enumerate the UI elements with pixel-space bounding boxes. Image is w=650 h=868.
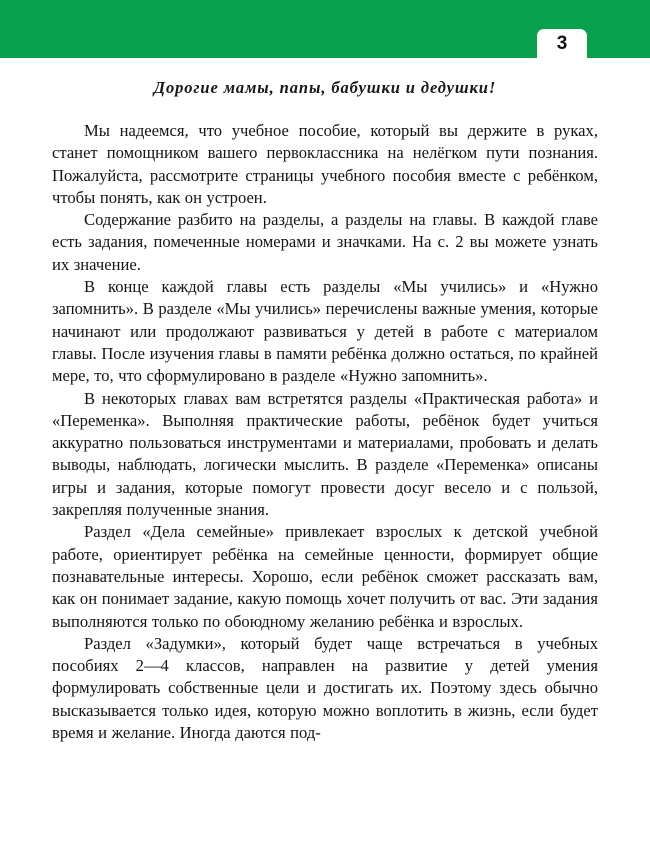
paragraph: В некоторых главах вам встретятся разделы «Практическая работа» и «Переменка». Выполняя практические работы, ребёнок будет учиться аккуратно пользоваться инструментами и материалами, пробовать и делать выводы, наблюдать, логически мыслить. В разделе «Переменка» описаны игры и задания, которые помогут провести досуг весело и с пользой, закрепляя полученные знания.	[52, 388, 598, 520]
paragraph: Раздел «Дела семейные» привлекает взрослых к детской учебной работе, ориентирует ребёнка на семейные ценности, формирует общие познавательные интересы. Хорошо, если ребёнок сможет рассказать вам, как он понимает задание, какую помощь хочет получить от вас. Эти задания выполняются только по обоюдному желанию ребёнка и взрослых.	[52, 522, 598, 631]
paragraph: В конце каждой главы есть разделы «Мы учились» и «Нужно запомнить». В разделе «Мы учились» перечислены важные умения, которые начинают или продолжают развиваться у детей в работе с материалом главы. После изучения главы в памяти ребёнка должно остаться, по крайней мере, то, что сформулировано в разделе «Нужно запомнить».	[52, 277, 598, 386]
page-header-bar	[0, 0, 650, 58]
paragraph: Содержание разбито на разделы, а разделы на главы. В каждой главе есть задания, помеченные номерами и значками. На с. 2 вы можете узнать их значение.	[52, 210, 598, 274]
paragraph: Мы надеемся, что учебное пособие, который вы держите в руках, станет помощником вашего первоклассника на нелёгком пути познания. Пожалуйста, рассмотрите страницы учебного пособия вместе с ребёнком, чтобы понять, как он устроен.	[52, 121, 598, 207]
page-number-label: 3	[556, 32, 568, 54]
page-number-badge	[537, 29, 587, 58]
paragraph: Раздел «Задумки», который будет чаще встречаться в учебных пособиях 2—4 классов, направлен на развитие у детей умения формулировать собственные цели и достигать их. Поэтому здесь обычно высказывается только идея, которую можно воплотить в жизнь, если будет время и желание. Иногда даются под-	[52, 633, 598, 743]
salutation-heading: Дорогие мамы, папы, бабушки и дедушки!	[153, 78, 497, 97]
page-content	[52, 78, 598, 744]
body-text	[52, 120, 598, 744]
